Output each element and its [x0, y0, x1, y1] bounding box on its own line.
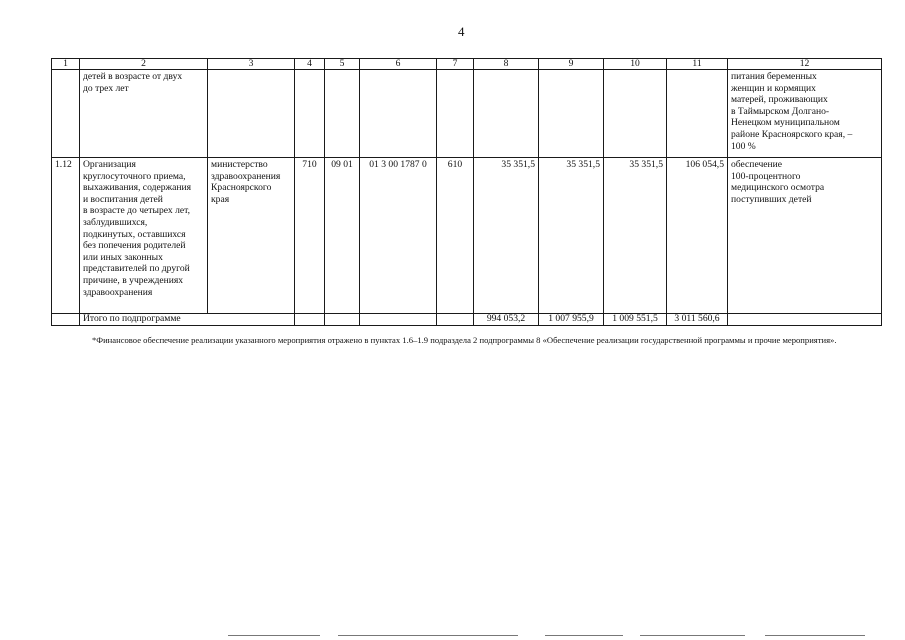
table-cell	[667, 70, 728, 158]
column-number-row	[52, 59, 882, 70]
scan-artifact-line	[338, 635, 518, 636]
column-header: 11	[667, 59, 728, 70]
column-header: 4	[295, 59, 325, 70]
csr-cell: 01 3 00 1787 0	[360, 158, 437, 314]
table-cell	[52, 314, 80, 326]
table-cell	[437, 70, 474, 158]
row-number-cell: 1.12	[52, 158, 80, 314]
rzpr-cell: 09 01	[325, 158, 360, 314]
result-cell: обеспечение 100-процентного медицинского осмотра поступивших детей	[728, 158, 882, 314]
column-header: 9	[539, 59, 604, 70]
table-cell	[208, 70, 295, 158]
scan-artifact-line	[228, 635, 320, 636]
column-header: 2	[80, 59, 208, 70]
continuation-row	[52, 70, 882, 158]
total-year2-cell: 1 007 955,9	[539, 314, 604, 326]
vr-cell: 610	[437, 158, 474, 314]
table-cell	[360, 314, 437, 326]
column-header: 8	[474, 59, 539, 70]
total-label-cell: Итого по подпрограмме	[80, 314, 295, 326]
table-cell	[728, 314, 882, 326]
scan-artifact-line	[640, 635, 745, 636]
year1-amount-cell: 35 351,5	[474, 158, 539, 314]
column-header: 7	[437, 59, 474, 70]
column-header: 6	[360, 59, 437, 70]
result-cell: питания беременных женщин и кормящих матерей, проживающих в Таймырском Долгано- Ненецком муниципальном районе Красноярского края, – 100 %	[728, 70, 882, 158]
table-row-1-12	[52, 158, 882, 314]
table-cell	[295, 70, 325, 158]
table-cell	[604, 70, 667, 158]
table-cell	[325, 314, 360, 326]
total-row	[52, 314, 882, 326]
scan-artifact-line	[545, 635, 623, 636]
table-cell	[437, 314, 474, 326]
column-header: 1	[52, 59, 80, 70]
table-cell	[539, 70, 604, 158]
column-header: 10	[604, 59, 667, 70]
year3-amount-cell: 35 351,5	[604, 158, 667, 314]
measure-name-cell: детей в возрасте от двух до трех лет	[80, 70, 208, 158]
program-table	[51, 58, 882, 326]
table-cell	[295, 314, 325, 326]
table-cell	[325, 70, 360, 158]
table-cell	[360, 70, 437, 158]
total-amount-cell: 106 054,5	[667, 158, 728, 314]
year2-amount-cell: 35 351,5	[539, 158, 604, 314]
grand-total-cell: 3 011 560,6	[667, 314, 728, 326]
page-number: 4	[458, 24, 465, 39]
executor-cell: министерство здравоохранения Красноярского края	[208, 158, 295, 314]
table-cell	[52, 70, 80, 158]
footnote: *Финансовое обеспечение реализации указанного мероприятия отражено в пунктах 1.6–1.9 подраздела 2 подпрограммы 8 «Обеспечение реализации государственной программы и прочие мероприятия».	[92, 335, 837, 345]
column-header: 3	[208, 59, 295, 70]
column-header: 12	[728, 59, 882, 70]
total-year1-cell: 994 053,2	[474, 314, 539, 326]
measure-name-cell: Организация круглосуточного приема, выхаживания, содержания и воспитания детей в возрасте до четырех лет, заблудившихся, подкинутых, оставшихся без попечения родителей или иных законных представителей по другой причине, в учреждениях здравоохранения	[80, 158, 208, 314]
total-year3-cell: 1 009 551,5	[604, 314, 667, 326]
scan-artifact-line	[765, 635, 865, 636]
column-header: 5	[325, 59, 360, 70]
grbs-cell: 710	[295, 158, 325, 314]
table-cell	[474, 70, 539, 158]
